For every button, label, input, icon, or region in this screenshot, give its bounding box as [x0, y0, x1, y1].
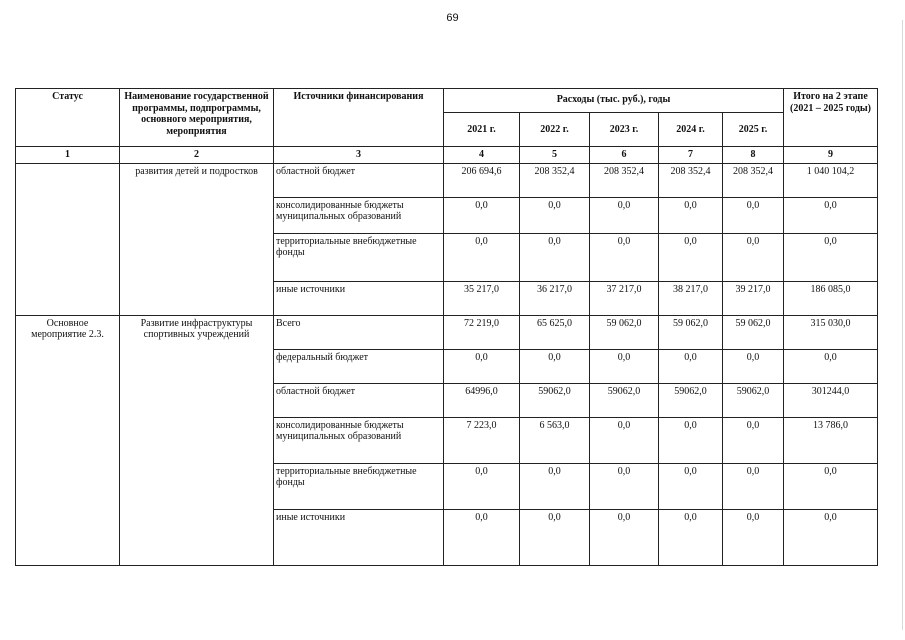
header-sources: Источники финансирования: [274, 89, 444, 147]
total-value-cell: 301244,0: [784, 383, 878, 417]
funding-source-cell: иные источники: [274, 509, 444, 565]
year-value-cell: 206 694,6: [444, 163, 520, 197]
column-number: 8: [723, 147, 784, 164]
year-value-cell: 59 062,0: [659, 315, 723, 349]
year-value-cell: 0,0: [590, 463, 659, 509]
year-value-cell: 0,0: [659, 417, 723, 463]
funding-source-cell: территориальные внебюджетные фонды: [274, 233, 444, 281]
year-value-cell: 35 217,0: [444, 281, 520, 315]
year-value-cell: 0,0: [590, 197, 659, 233]
year-value-cell: 72 219,0: [444, 315, 520, 349]
header-year: 2024 г.: [659, 113, 723, 147]
funding-source-cell: иные источники: [274, 281, 444, 315]
header-year: 2021 г.: [444, 113, 520, 147]
header-year: 2025 г.: [723, 113, 784, 147]
year-value-cell: 0,0: [723, 197, 784, 233]
status-cell: [16, 163, 120, 315]
column-number: 6: [590, 147, 659, 164]
column-number-row: [16, 147, 878, 164]
program-name-cell: развития детей и подростков: [120, 163, 274, 315]
year-value-cell: 0,0: [590, 349, 659, 383]
total-value-cell: 0,0: [784, 233, 878, 281]
funding-source-cell: консолидированные бюджеты муниципальных образований: [274, 417, 444, 463]
year-value-cell: 0,0: [659, 463, 723, 509]
year-value-cell: 59062,0: [590, 383, 659, 417]
header-year: 2022 г.: [520, 113, 590, 147]
column-number: 2: [120, 147, 274, 164]
year-value-cell: 64996,0: [444, 383, 520, 417]
year-value-cell: 0,0: [659, 509, 723, 565]
year-value-cell: 59062,0: [659, 383, 723, 417]
financing-table: [15, 88, 878, 566]
year-value-cell: 0,0: [590, 509, 659, 565]
year-value-cell: 0,0: [723, 349, 784, 383]
table-row: [16, 315, 878, 349]
column-number: 1: [16, 147, 120, 164]
column-number: 5: [520, 147, 590, 164]
total-value-cell: 315 030,0: [784, 315, 878, 349]
year-value-cell: 0,0: [723, 417, 784, 463]
total-value-cell: 0,0: [784, 349, 878, 383]
year-value-cell: 59 062,0: [723, 315, 784, 349]
year-value-cell: 59062,0: [520, 383, 590, 417]
column-number: 4: [444, 147, 520, 164]
year-value-cell: 0,0: [723, 509, 784, 565]
year-value-cell: 0,0: [723, 463, 784, 509]
program-name-cell: Развитие инфраструктуры спортивных учреждений: [120, 315, 274, 565]
year-value-cell: 0,0: [444, 463, 520, 509]
column-number: 3: [274, 147, 444, 164]
year-value-cell: 0,0: [520, 349, 590, 383]
year-value-cell: 208 352,4: [590, 163, 659, 197]
year-value-cell: 0,0: [659, 349, 723, 383]
year-value-cell: 0,0: [520, 509, 590, 565]
year-value-cell: 39 217,0: [723, 281, 784, 315]
year-value-cell: 0,0: [590, 417, 659, 463]
funding-source-cell: консолидированные бюджеты муниципальных образований: [274, 197, 444, 233]
total-value-cell: 0,0: [784, 463, 878, 509]
year-value-cell: 7 223,0: [444, 417, 520, 463]
column-number: 9: [784, 147, 878, 164]
funding-source-cell: федеральный бюджет: [274, 349, 444, 383]
status-cell: Основное мероприятие 2.3.: [16, 315, 120, 565]
year-value-cell: 0,0: [520, 233, 590, 281]
page-number: 69: [446, 12, 459, 24]
year-value-cell: 208 352,4: [520, 163, 590, 197]
year-value-cell: 0,0: [723, 233, 784, 281]
funding-source-cell: территориальные внебюджетные фонды: [274, 463, 444, 509]
scan-edge-line: [902, 20, 903, 630]
total-value-cell: 186 085,0: [784, 281, 878, 315]
column-number: 7: [659, 147, 723, 164]
year-value-cell: 0,0: [659, 197, 723, 233]
header-total: Итого на 2 этапе (2021 – 2025 годы): [784, 89, 878, 147]
total-value-cell: 0,0: [784, 509, 878, 565]
year-value-cell: 6 563,0: [520, 417, 590, 463]
year-value-cell: 0,0: [444, 197, 520, 233]
header-status: Статус: [16, 89, 120, 147]
year-value-cell: 208 352,4: [723, 163, 784, 197]
funding-source-cell: областной бюджет: [274, 163, 444, 197]
year-value-cell: 208 352,4: [659, 163, 723, 197]
header-expenses: Расходы (тыс. руб.), годы: [444, 89, 784, 113]
total-value-cell: 1 040 104,2: [784, 163, 878, 197]
header-year: 2023 г.: [590, 113, 659, 147]
funding-source-cell: областной бюджет: [274, 383, 444, 417]
year-value-cell: 59 062,0: [590, 315, 659, 349]
year-value-cell: 37 217,0: [590, 281, 659, 315]
year-value-cell: 36 217,0: [520, 281, 590, 315]
funding-source-cell: Всего: [274, 315, 444, 349]
year-value-cell: 0,0: [444, 509, 520, 565]
year-value-cell: 0,0: [444, 233, 520, 281]
year-value-cell: 0,0: [444, 349, 520, 383]
year-value-cell: 0,0: [520, 197, 590, 233]
header-name: Наименование государственной программы, подпрограммы, основного мероприятия, мероприятия: [120, 89, 274, 147]
year-value-cell: 38 217,0: [659, 281, 723, 315]
year-value-cell: 0,0: [659, 233, 723, 281]
year-value-cell: 0,0: [590, 233, 659, 281]
total-value-cell: 0,0: [784, 197, 878, 233]
table-row: [16, 163, 878, 197]
year-value-cell: 65 625,0: [520, 315, 590, 349]
year-value-cell: 0,0: [520, 463, 590, 509]
total-value-cell: 13 786,0: [784, 417, 878, 463]
year-value-cell: 59062,0: [723, 383, 784, 417]
